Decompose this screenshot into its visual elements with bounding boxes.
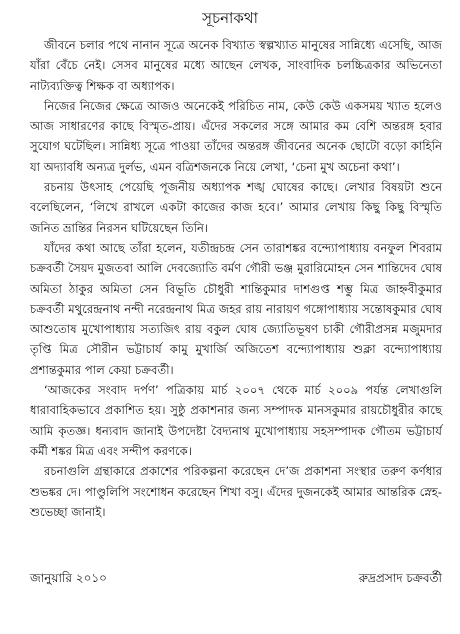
- paragraph-3: রচনায় উৎসাহ পেয়েছি পূজনীয় অধ্যাপক শঙ্খ ঘোষের কাছে। লেখার বিষয়টা শুনে বলেছিলেন, ‘লিখে রাখলে একটা কাজের কাজ হবে।’ আমার লেখায় কিছু কিছু বিস্মৃতি জনিত ভ্রান্তির নিরসন ঘটিয়েছেন তিনি।: [30, 180, 442, 235]
- author-signature: রুদ্রপ্রসাদ চক্রবর্তী: [358, 571, 442, 585]
- paragraph-6: রচনাগুলি গ্রন্থাকারে প্রকাশের পরিকল্পনা করেছেন দে’জ প্রকাশনা সংস্থার তরুণ কর্ণধার শুভঙ্কর দে। পাণ্ডুলিপি সংশোধন করেছেন শিখা বসু। এঁদের দুজনকেই আমার আন্তরিক স্নেহ-শুভেচ্ছা জানাই।: [30, 464, 442, 519]
- date-line: জানুয়ারি ২০১০: [30, 571, 107, 585]
- page-title: সূচনাকথা: [202, 9, 258, 27]
- paragraph-4: যাঁদের কথা আছে তাঁরা হলেন, যতীন্দ্রচন্দ্র সেন তারাশঙ্কর বন্দ্যোপাধ্যায় বনফুল শিবরাম চক্রবর্তী সৈয়দ মুজতবা আলি দেবজ্যোতি বর্মণ গৌরী ভঞ্জ মুরারিমোহন সেন শান্তিদেব ঘোষ অমিতা ঠাকুর অমিতা সেন বিভূতি চৌধুরী শান্তিকুমার দাশগুপ্ত শম্ভু মিত্র জাহ্নবীকুমার চক্রবর্তী মথুরেন্দ্রনাথ নন্দী নরেন্দ্রনাথ মিত্র জহর রায় নারায়ণ গঙ্গোপাধ্যায় সন্তোষকুমার ঘোষ আশুতোষ মুখোপাধ্যায় সত্যজিৎ রায় বকুল ঘোষ জ্যোতিভূষণ চাকী গৌরীপ্রসন্ন মজুমদার তৃপ্তি মিত্র সৌরীন ভট্টাচার্য কামু মুখার্জি অজিতেশ বন্দ্যোপাধ্যায় শুক্লা বন্দ্যোপাধ্যায় প্রশান্তকুমার পাল কেয়া চক্রবর্তী।: [30, 240, 442, 377]
- paragraph-1: জীবনে চলার পথে নানান সূত্রে অনেক বিখ্যাত স্বল্পখ্যাত মানুষের সান্নিধ্যে এসেছি, আজ যাঁরা বেঁচে নেই। সেসব মানুষের মধ্যে আছেন লেখক, সাংবাদিক চলচ্চিত্রকার অভিনেতা নাট্যব্যক্তিত্ব শিক্ষক বা অধ্যাপক।: [30, 38, 442, 93]
- paragraph-2: নিজের নিজের ক্ষেত্রে আজও অনেকেই পরিচিত নাম, কেউ কেউ একসময় খ্যাত হলেও আজ সাধারণের কাছে বিস্মৃত-প্রায়। এঁদের সকলের সঙ্গে আমার কম বেশি অন্তরঙ্গ হবার সুযোগ ঘটেছিল। সান্নিধ্য সূত্রে পাওয়া তাঁদের অন্তরঙ্গ জীবনের অনেক ছোটো বড়ো কাহিনি যা অদ্যাবধি অন্যত্র দুর্লভ, এমন বত্রিশজনকে নিয়ে লেখা, ‘চেনা মুখ অচেনা কথা’।: [30, 98, 442, 174]
- body-text: [30, 35, 442, 522]
- paragraph-5: ‘আজকের সংবাদ দর্পণ’ পত্রিকায় মার্চ ২০০৭ থেকে মার্চ ২০০৯ পর্যন্ত লেখাগুলি ধারাবাহিকভাবে প্রকাশিত হয়। সুষ্ঠু প্রকাশনার জন্য সম্পাদক মানসকুমার রায়চৌধুরীর কাছে আমি কৃতজ্ঞ। ধন্যবাদ জানাই উপদেষ্টা বৈদ্যনাথ মুখোপাধ্যায় সহসম্পাদক গৌতম ভট্টাচার্য কর্মী শঙ্কর মিত্র এবং সন্দীপ করণকে।: [30, 383, 442, 458]
